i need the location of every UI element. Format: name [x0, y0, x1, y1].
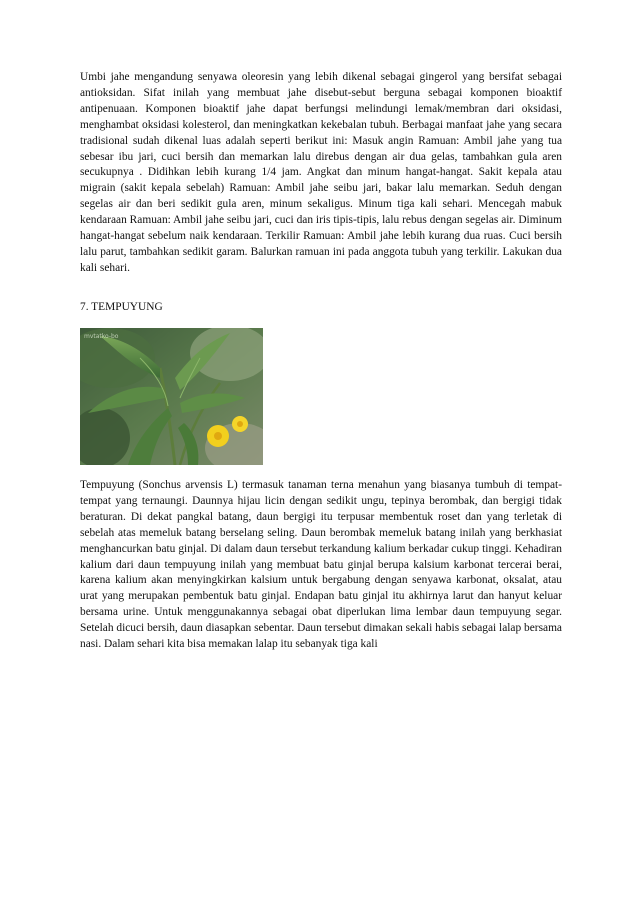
- photo-watermark: mvtatko-bo: [84, 333, 119, 340]
- paragraph-jahe: Umbi jahe mengandung senyawa oleoresin yang lebih dikenal sebagai gingerol yang bersifat sebagai antioksidan. Sifat inilah yang membuat jahe disebut-sebut berguna sebagai komponen bioaktif antipenuaan. Komponen bioaktif jahe dapat berfungsi melindungi lemak/membran dari oksidasi, menghambat oksidasi kolesterol, dan meningkatkan kekebalan tubuh. Berbagai manfaat jahe yang secara tradisional sudah dikenal luas adalah seperti berikut ini: Masuk angin Ramuan: Ambil jahe yang tua sebesar ibu jari, cuci bersih dan memarkan lalu direbus dengan air dua gelas, tambahkan gula aren secukupnya . Didihkan lebih kurang 1/4 jam. Angkat dan minum hangat-hangat. Sakit kepala atau migrain (sakit kepala sebelah) Ramuan: Ambil jahe seibu jari, bakar lalu memarkan. Seduh dengan segelas air dan beri sedikit gula aren, minum sekaligus. Minum tiga kali sehari. Mencegah mabuk kendaraan Ramuan: Ambil jahe seibu jari, cuci dan iris tipis-tipis, lalu rebus dengan segelas air. Diminum hangat-hangat sebelum naik kendaraan. Terkilir Ramuan: Ambil jahe lebih kurang dua ruas. Cuci bersih lalu parut, tambahkan sedikit garam. Balurkan ramuan ini pada anggota tubuh yang terkilir. Lakukan dua kali sehari.: [80, 71, 562, 274]
- tempuyung-photo: [80, 328, 263, 465]
- section-heading-tempuyung: 7. TEMPUYUNG: [80, 301, 163, 313]
- paragraph-tempuyung: Tempuyung (Sonchus arvensis L) termasuk tanaman terna menahun yang biasanya tumbuh di tempat-tempat yang ternaungi. Daunnya hijau licin dengan sedikit ungu, tepinya berombak, dan bergigi tidak beraturan. Di dekat pangkal batang, daun bergigi itu terpusar membentuk roset dan yang terletak di sebelah atas memeluk batang berselang seling. Daun berombak memeluk batang inilah yang berkhasiat menghancurkan batu ginjal. Di dalam daun tersebut terkandung kalium berkadar cukup tinggi. Kehadiran kalium dari daun tempuyung inilah yang membuat batu ginjal berupa kalsium karbonat tercerai berai, karena kalium akan menyingkirkan kalsium untuk bergabung dengan senyawa karbonat, oksalat, atau urat yang merupakan pembentuk batu ginjal. Endapan batu ginjal itu akhirnya larut dan hanyut keluar bersama urine. Untuk menggunakannya sebagai obat diperlukan lima lembar daun tempuyung segar. Setelah dicuci bersih, daun diasapkan sebentar. Daun tersebut dimakan sekali habis sebagai lalap bersama nasi. Dalam sehari kita bisa memakan lalap itu sebanyak tiga kali: [80, 479, 562, 651]
- tempuyung-plant-photo-icon: [80, 328, 263, 465]
